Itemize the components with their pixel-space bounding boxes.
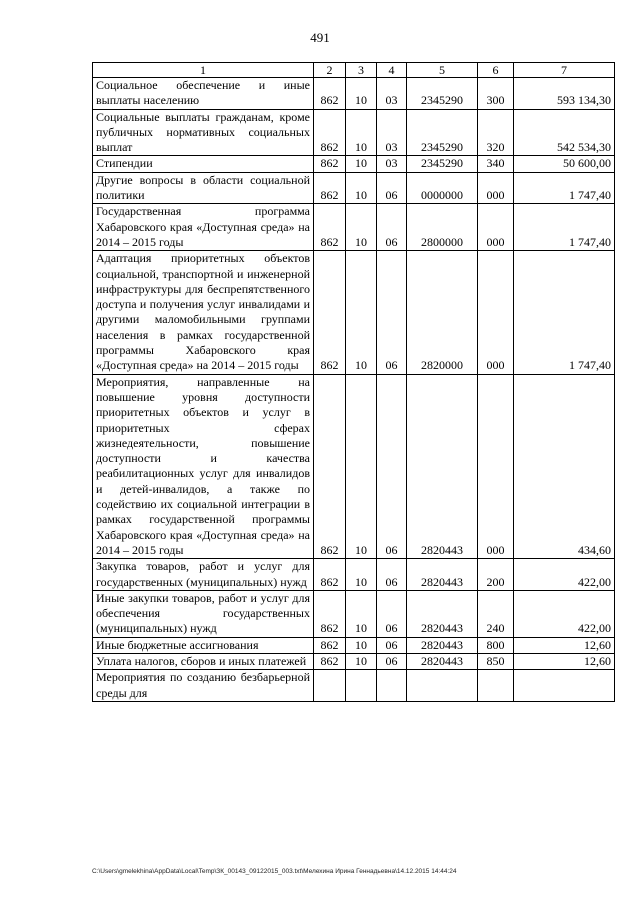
column-header: 3: [346, 63, 377, 78]
column-header: 2: [314, 63, 346, 78]
table-row: [93, 204, 615, 251]
table-row: [93, 653, 615, 669]
table-row: [93, 559, 615, 591]
row-code-cell: 862: [314, 156, 346, 172]
row-expense-type-cell: 240: [478, 590, 514, 637]
row-target-article-cell: 2345290: [407, 109, 478, 156]
column-header: 4: [377, 63, 407, 78]
row-target-article-cell: 2800000: [407, 204, 478, 251]
row-subsection-cell: 06: [377, 172, 407, 204]
row-subsection-cell: 06: [377, 590, 407, 637]
row-target-article-cell: 2820443: [407, 590, 478, 637]
row-subsection-cell: 06: [377, 559, 407, 591]
row-name-cell: Закупка товаров, работ и услуг для государственных (муниципальных) нужд: [93, 559, 314, 591]
row-target-article-cell: 2820443: [407, 653, 478, 669]
row-code-cell: 862: [314, 172, 346, 204]
row-section-cell: 10: [346, 109, 377, 156]
row-code-cell: 862: [314, 251, 346, 374]
row-section-cell: 10: [346, 78, 377, 110]
table-row: [93, 78, 615, 110]
row-section-cell: [346, 670, 377, 702]
row-target-article-cell: 0000000: [407, 172, 478, 204]
row-amount-cell: 1 747,40: [514, 204, 615, 251]
row-section-cell: 10: [346, 374, 377, 559]
row-subsection-cell: 03: [377, 156, 407, 172]
table-row: [93, 156, 615, 172]
row-section-cell: 10: [346, 653, 377, 669]
row-amount-cell: 542 534,30: [514, 109, 615, 156]
row-subsection-cell: 06: [377, 374, 407, 559]
row-name-cell: Адаптация приоритетных объектов социальной, транспортной и инженерной инфраструктуры для беспрепятственного доступа и получения услуг инвалидами и другими маломобильными группами населения в рамках государственной программы Хабаровского края «Доступная среда» на 2014 – 2015 годы: [93, 251, 314, 374]
row-subsection-cell: 03: [377, 78, 407, 110]
row-expense-type-cell: 000: [478, 172, 514, 204]
column-header: 5: [407, 63, 478, 78]
row-target-article-cell: 2820443: [407, 559, 478, 591]
row-amount-cell: 593 134,30: [514, 78, 615, 110]
page-number: 491: [310, 30, 330, 45]
row-name-cell: Мероприятия, направленные на повышение уровня доступности приоритетных объектов и услуг в приоритетных сферах жизнедеятельности, повышение доступности и качества реабилитационных услуг для инвалидов и детей-инвалидов, а также по содействию их социальной интеграции в рамках государственной программы Хабаровского края «Доступная среда» на 2014 – 2015 годы: [93, 374, 314, 559]
table-row: [93, 637, 615, 653]
row-target-article-cell: [407, 670, 478, 702]
row-code-cell: 862: [314, 204, 346, 251]
row-section-cell: 10: [346, 637, 377, 653]
row-expense-type-cell: 000: [478, 374, 514, 559]
row-name-cell: Социальные выплаты гражданам, кроме публичных нормативных социальных выплат: [93, 109, 314, 156]
row-amount-cell: 12,60: [514, 653, 615, 669]
row-subsection-cell: [377, 670, 407, 702]
row-amount-cell: 1 747,40: [514, 172, 615, 204]
row-amount-cell: 434,60: [514, 374, 615, 559]
row-amount-cell: [514, 670, 615, 702]
row-expense-type-cell: 800: [478, 637, 514, 653]
row-name-cell: Стипендии: [93, 156, 314, 172]
row-expense-type-cell: 300: [478, 78, 514, 110]
row-name-cell: Уплата налогов, сборов и иных платежей: [93, 653, 314, 669]
row-amount-cell: 50 600,00: [514, 156, 615, 172]
column-header: 7: [514, 63, 615, 78]
row-subsection-cell: 06: [377, 637, 407, 653]
row-code-cell: 862: [314, 590, 346, 637]
row-subsection-cell: 06: [377, 251, 407, 374]
row-target-article-cell: 2820443: [407, 374, 478, 559]
row-name-cell: Другие вопросы в области социальной политики: [93, 172, 314, 204]
table-row: [93, 109, 615, 156]
row-name-cell: Иные закупки товаров, работ и услуг для обеспечения государственных (муниципальных) нужд: [93, 590, 314, 637]
row-section-cell: 10: [346, 590, 377, 637]
row-name-cell: Социальное обеспечение и иные выплаты населению: [93, 78, 314, 110]
row-subsection-cell: 06: [377, 204, 407, 251]
column-header: 1: [93, 63, 314, 78]
table-row: [93, 251, 615, 374]
row-expense-type-cell: 340: [478, 156, 514, 172]
row-section-cell: 10: [346, 172, 377, 204]
row-name-cell: Иные бюджетные ассигнования: [93, 637, 314, 653]
table-header-row: [93, 63, 615, 78]
row-target-article-cell: 2345290: [407, 156, 478, 172]
row-section-cell: 10: [346, 251, 377, 374]
row-name-cell: Мероприятия по созданию безбарьерной среды для: [93, 670, 314, 702]
row-section-cell: 10: [346, 559, 377, 591]
row-expense-type-cell: 200: [478, 559, 514, 591]
row-section-cell: 10: [346, 156, 377, 172]
row-code-cell: 862: [314, 109, 346, 156]
row-target-article-cell: 2820000: [407, 251, 478, 374]
row-expense-type-cell: [478, 670, 514, 702]
table-row: [93, 172, 615, 204]
row-expense-type-cell: 850: [478, 653, 514, 669]
row-target-article-cell: 2820443: [407, 637, 478, 653]
row-code-cell: 862: [314, 374, 346, 559]
row-name-cell: Государственная программа Хабаровского края «Доступная среда» на 2014 – 2015 годы: [93, 204, 314, 251]
budget-table: [92, 62, 615, 702]
row-subsection-cell: 06: [377, 653, 407, 669]
row-code-cell: 862: [314, 78, 346, 110]
row-code-cell: 862: [314, 637, 346, 653]
row-expense-type-cell: 320: [478, 109, 514, 156]
column-header: 6: [478, 63, 514, 78]
row-amount-cell: 422,00: [514, 559, 615, 591]
table-row: [93, 670, 615, 702]
row-amount-cell: 1 747,40: [514, 251, 615, 374]
file-path-footer: C:\Users\gmelekhina\AppData\Local\Temp\ЗК_00143_09122015_003.txt\Мелехина Ирина Геннадьевна\14.12.2015 14:44:24: [92, 868, 457, 875]
row-expense-type-cell: 000: [478, 251, 514, 374]
table-row: [93, 374, 615, 559]
row-amount-cell: 422,00: [514, 590, 615, 637]
row-code-cell: [314, 670, 346, 702]
row-code-cell: 862: [314, 653, 346, 669]
row-amount-cell: 12,60: [514, 637, 615, 653]
table-row: [93, 590, 615, 637]
row-expense-type-cell: 000: [478, 204, 514, 251]
row-subsection-cell: 03: [377, 109, 407, 156]
row-section-cell: 10: [346, 204, 377, 251]
row-target-article-cell: 2345290: [407, 78, 478, 110]
row-code-cell: 862: [314, 559, 346, 591]
